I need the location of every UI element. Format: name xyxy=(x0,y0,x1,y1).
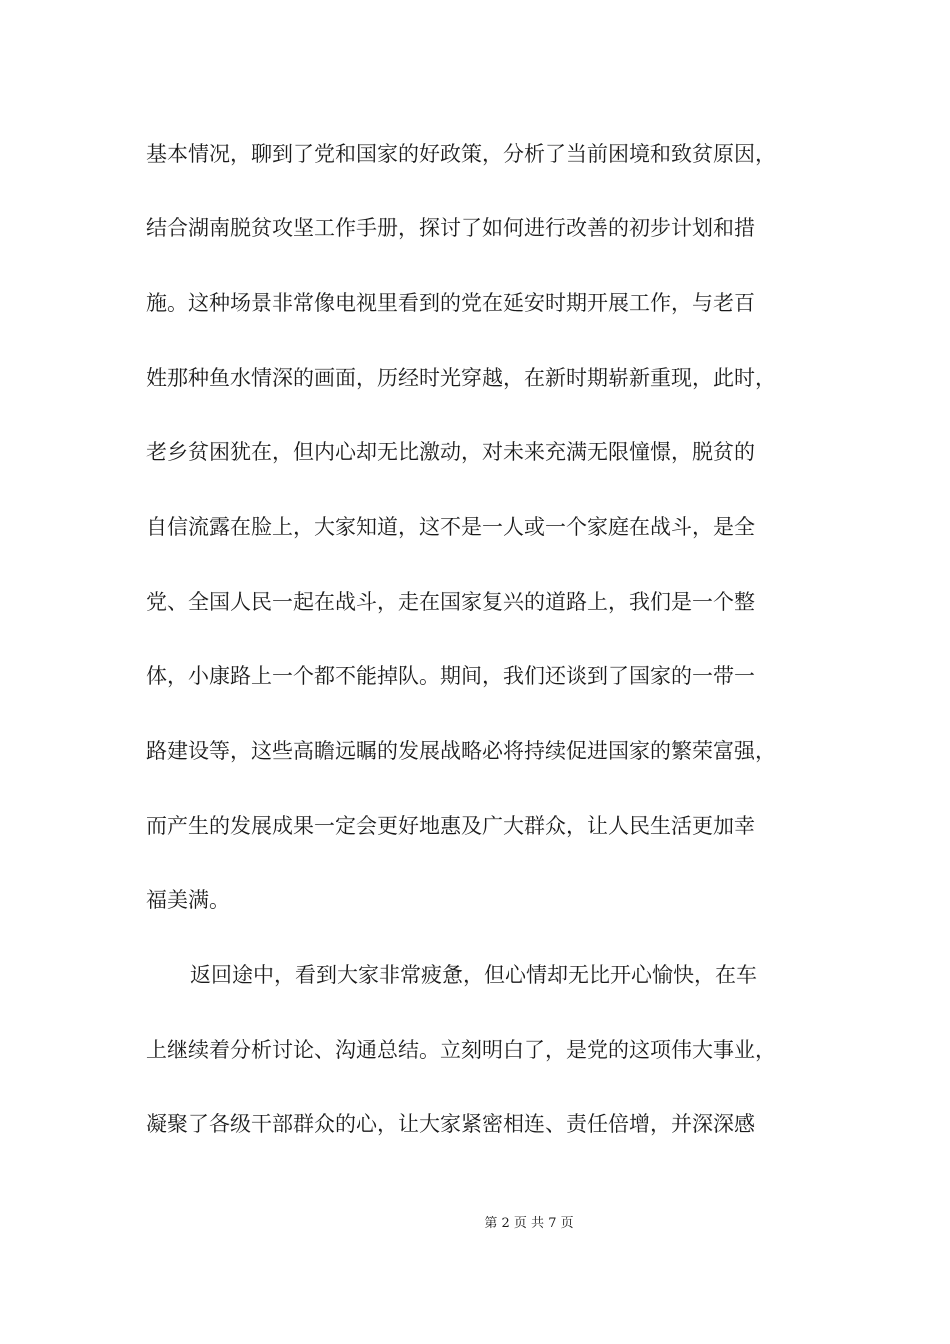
paragraph-first-line: 返回途中，看到大家非常疲惫，但心情却无比开心愉快，在车 xyxy=(190,963,757,987)
text-line: 路建设等，这些高瞻远瞩的发展战略必将持续促进国家的繁荣富强， xyxy=(146,739,776,763)
text-line: 党、全国人民一起在战斗，走在国家复兴的道路上，我们是一个整 xyxy=(146,590,755,614)
text-line: 自信流露在脸上，大家知道，这不是一人或一个家庭在战斗，是全 xyxy=(146,515,755,539)
text-line: 凝聚了各级干部群众的心，让大家紧密相连、责任倍增，并深深感 xyxy=(146,1112,755,1136)
text-line: 姓那种鱼水情深的画面，历经时光穿越，在新时期崭新重现，此时， xyxy=(146,366,776,390)
text-line: 而产生的发展成果一定会更好地惠及广大群众，让人民生活更加幸 xyxy=(146,814,755,838)
text-line: 上继续着分析讨论、沟通总结。立刻明白了，是党的这项伟大事业， xyxy=(146,1038,776,1062)
text-line: 老乡贫困犹在，但内心却无比激动，对未来充满无限憧憬，脱贫的 xyxy=(146,440,755,464)
page-number-footer: 第 2 页 共 7 页 xyxy=(484,1216,574,1231)
text-line: 基本情况，聊到了党和国家的好政策，分析了当前困境和致贫原因， xyxy=(146,142,776,166)
text-line: 施。这种场景非常像电视里看到的党在延安时期开展工作，与老百 xyxy=(146,291,755,315)
text-line: 福美满。 xyxy=(146,888,230,912)
text-line: 体，小康路上一个都不能掉队。期间，我们还谈到了国家的一带一 xyxy=(146,664,755,688)
text-line: 结合湖南脱贫攻坚工作手册，探讨了如何进行改善的初步计划和措 xyxy=(146,216,755,240)
